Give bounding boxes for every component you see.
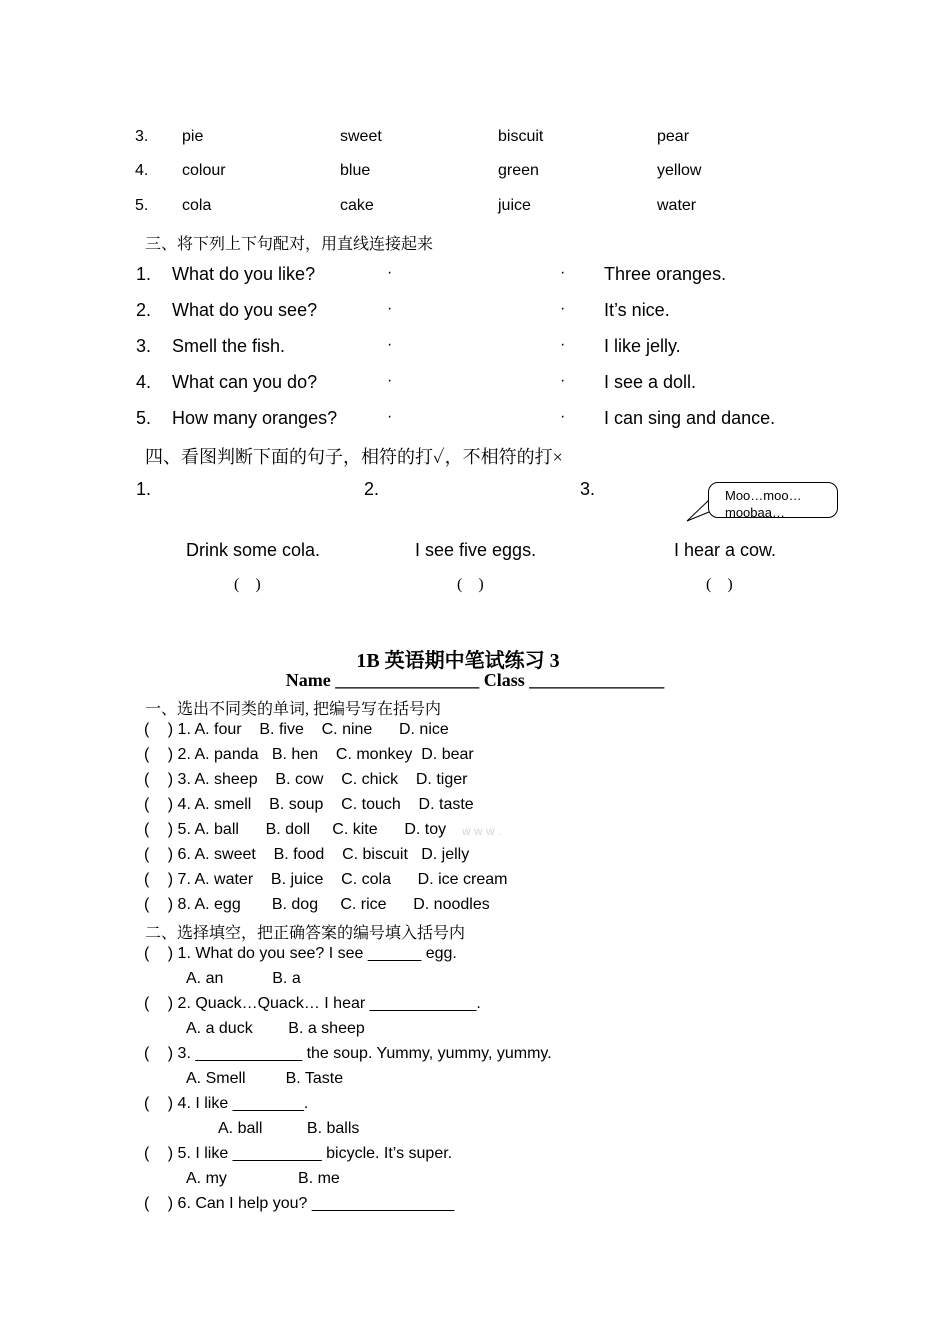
match-question: What do you like? <box>172 264 316 284</box>
match-number: 1. <box>136 264 152 284</box>
choice-text: ) 2. A. panda B. hen C. monkey D. bear <box>150 746 474 763</box>
choice-text: ) 6. A. sweet B. food C. biscuit D. jelly <box>150 846 470 863</box>
answer-paren[interactable]: ( ) <box>706 576 733 593</box>
match-dot-left[interactable]: · <box>387 408 393 425</box>
match-dot-left[interactable]: · <box>387 336 393 353</box>
answer-paren-open[interactable]: ( <box>144 771 150 788</box>
word: sweet <box>340 128 382 145</box>
match-answer: Three oranges. <box>604 264 727 284</box>
choice-text: ) 5. A. ball B. doll C. kite D. toy <box>150 821 447 838</box>
match-dot-left[interactable]: · <box>387 372 393 389</box>
match-question: Smell the fish. <box>172 336 286 356</box>
question-text: ) 2. Quack…Quack… I hear ____________. <box>150 995 481 1012</box>
word: cola <box>182 197 212 214</box>
match-answer: I can sing and dance. <box>604 408 776 428</box>
choice-text: ) 1. A. four B. five C. nine D. nice <box>150 721 449 738</box>
watermark: w w w . <box>462 824 502 838</box>
answer-paren-open[interactable]: ( <box>144 1145 150 1162</box>
section-3-title: 三、将下列上下句配对，用直线连接起来 <box>145 236 434 253</box>
answer-paren-open[interactable]: ( <box>144 746 150 763</box>
word: yellow <box>657 162 702 179</box>
answer-paren-open[interactable]: ( <box>144 796 150 813</box>
bubble-line: moobaa… <box>725 505 785 518</box>
word: pear <box>657 128 690 145</box>
bubble-line: Moo…moo… <box>725 488 802 503</box>
row-number: 3. <box>135 128 149 145</box>
name-class-line: Name ________________ Class _______________ <box>285 670 665 690</box>
answer-paren-open[interactable]: ( <box>144 821 150 838</box>
question-text: ) 4. I like ________. <box>150 1095 309 1112</box>
question-text: ) 1. What do you see? I see ______ egg. <box>150 945 457 962</box>
answer-paren-open[interactable]: ( <box>144 871 150 888</box>
answer-paren-open[interactable]: ( <box>144 1095 150 1112</box>
answer-paren-open[interactable]: ( <box>144 721 150 738</box>
answer-paren-open[interactable]: ( <box>144 945 150 962</box>
speech-bubble <box>708 482 838 518</box>
match-answer: I like jelly. <box>604 336 681 356</box>
choice-text: ) 4. A. smell B. soup C. touch D. taste <box>150 796 474 813</box>
picture-sentence: I see five eggs. <box>415 540 537 560</box>
answer-paren-open[interactable]: ( <box>144 995 150 1012</box>
word: water <box>657 197 697 214</box>
row-number: 5. <box>135 197 149 214</box>
picture-number: 2. <box>364 479 380 499</box>
match-dot-right[interactable]: · <box>560 336 566 353</box>
row-number: 4. <box>135 162 149 179</box>
part-1-title: 一、选出不同类的单词, 把编号写在括号内 <box>145 701 442 718</box>
match-question: How many oranges? <box>172 408 338 428</box>
match-answer: It’s nice. <box>604 300 670 320</box>
match-question: What do you see? <box>172 300 318 320</box>
word: colour <box>182 162 226 179</box>
options-text: A. Smell B. Taste <box>186 1070 344 1087</box>
exam-title: 1B 英语期中笔试练习 3 <box>356 650 560 672</box>
question-text: ) 3. ____________ the soup. Yummy, yummy, yummy. <box>150 1045 552 1062</box>
word: blue <box>340 162 371 179</box>
match-dot-right[interactable]: · <box>560 300 566 317</box>
word: cake <box>340 197 374 214</box>
answer-paren-open[interactable]: ( <box>144 1045 150 1062</box>
answer-paren[interactable]: ( ) <box>234 576 261 593</box>
options-text: A. my B. me <box>186 1170 340 1187</box>
choice-text: ) 8. A. egg B. dog C. rice D. noodles <box>150 896 490 913</box>
match-dot-right[interactable]: · <box>560 372 566 389</box>
match-number: 5. <box>136 408 152 428</box>
answer-paren-open[interactable]: ( <box>144 896 150 913</box>
picture-number: 3. <box>580 479 596 499</box>
match-dot-left[interactable]: · <box>387 300 393 317</box>
word: biscuit <box>498 128 544 145</box>
question-text: ) 5. I like __________ bicycle. It’s super. <box>150 1145 453 1162</box>
question-text: ) 6. Can I help you? ________________ <box>150 1195 455 1212</box>
match-dot-right[interactable]: · <box>560 408 566 425</box>
options-text: A. an B. a <box>186 970 301 987</box>
word: green <box>498 162 539 179</box>
picture-sentence: I hear a cow. <box>674 540 777 560</box>
word: pie <box>182 128 204 145</box>
match-number: 2. <box>136 300 152 320</box>
answer-paren-open[interactable]: ( <box>144 1195 150 1212</box>
section-4-title: 四、看图判断下面的句子，相符的打✓，不相符的打× <box>145 447 563 467</box>
picture-sentence: Drink some cola. <box>186 540 321 560</box>
answer-paren-open[interactable]: ( <box>144 846 150 863</box>
part-2-title: 二、选择填空，把正确答案的编号填入括号内 <box>145 925 466 942</box>
options-text: A. ball B. balls <box>218 1120 360 1137</box>
match-number: 3. <box>136 336 152 356</box>
match-dot-right[interactable]: · <box>560 264 566 281</box>
match-answer: I see a doll. <box>604 372 697 392</box>
options-text: A. a duck B. a sheep <box>186 1020 365 1037</box>
word: juice <box>498 197 531 214</box>
match-number: 4. <box>136 372 152 392</box>
choice-text: ) 7. A. water B. juice C. cola D. ice cream <box>150 871 508 888</box>
picture-number: 1. <box>136 479 152 499</box>
match-dot-left[interactable]: · <box>387 264 393 281</box>
choice-text: ) 3. A. sheep B. cow C. chick D. tiger <box>150 771 468 788</box>
match-question: What can you do? <box>172 372 318 392</box>
answer-paren[interactable]: ( ) <box>457 576 484 593</box>
